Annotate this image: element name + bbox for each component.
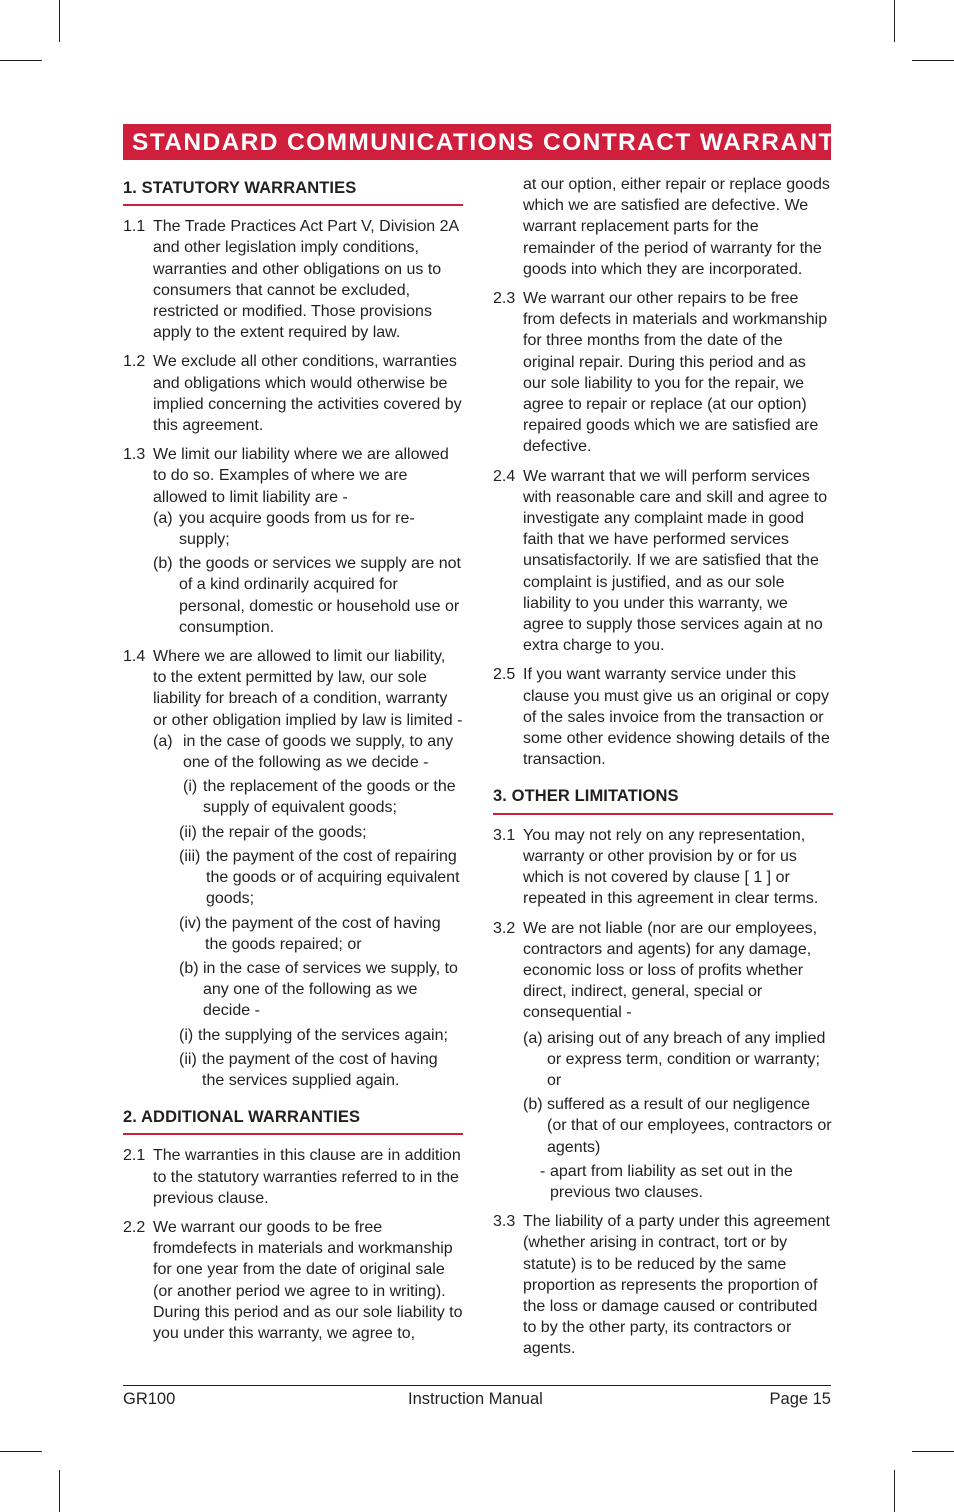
clause-text: The warranties in this clause are in addition to the statutory warranties referred to in the previous clause.: [153, 1147, 461, 1207]
subclause-a: [153, 731, 463, 773]
clause-number: 3.2: [493, 919, 516, 937]
clause-text: We warrant our other repairs to be free from defects in materials and workmanship for three months from the date of the original repair. During this period and as our sole liability to you for the repair, we agree to repair or replace (at our option) repaired goods which we are satisfied are defective.: [523, 290, 828, 456]
subclause-mark: (iv): [179, 914, 202, 932]
subclause-b-ii: [179, 1049, 463, 1091]
clause-2-2-continued: at our option, either repair or replace goods which we are satisfied are defective. We warrant replacement parts for the remainder of the period of warranty for the goods into which they are incorporated.: [523, 176, 830, 278]
clause-number: 3.3: [493, 1213, 516, 1231]
page-title: STANDARD COMMUNICATIONS CONTRACT WARRANTY: [132, 129, 853, 156]
clause-1-1: [123, 216, 463, 343]
subclause-mark: (b): [179, 959, 199, 977]
clause-3-2: [493, 918, 833, 1204]
subclause-mark: (b): [523, 1096, 543, 1114]
clause-2-2: [123, 1217, 463, 1344]
footer-model: GR100: [123, 1390, 176, 1408]
clause-number: 2.5: [493, 666, 516, 684]
subclause-mark: (a): [523, 1029, 543, 1047]
clause-text: We are not liable (nor are our employees, contractors and agents) for any damage, economic loss or loss of profits whether direct, indirect, general, special or consequential -: [523, 919, 818, 1022]
clause-text: Where we are allowed to limit our liability, to the extent permitted by law, our sole liability for breach of a condition, warranty or other obligation implied by law is limited -: [153, 648, 463, 729]
subclause-mark: (i): [179, 1026, 194, 1044]
subclause-text: the repair of the goods;: [202, 823, 367, 841]
clause-text: You may not rely on any representation, warranty or other provision by or for us which is not covered by clause [ 1 ] or repeated in this agreement in clear terms.: [523, 826, 819, 908]
subclause-note: [540, 1161, 833, 1203]
crop-mark: [59, 0, 60, 42]
crop-mark: [894, 0, 895, 42]
section-heading-statutory: 1. STATUTORY WARRANTIES: [123, 174, 463, 206]
clause-text: We warrant that we will perform services with reasonable care and skill and agree to investigate any complaint made in good faith that we have performed services unsatisfactorily. If we are satisfied that the complaint is justified, and as our sole liability to you under this warranty, we agree to supply those services again at no extra charge to you.: [523, 467, 828, 655]
subclause-a-iii: [179, 846, 463, 910]
subclause-text: in the case of goods we supply, to any one of the following as we decide -: [183, 732, 454, 772]
left-column: [123, 174, 463, 1352]
subclause-text: apart from liability as set out in the previous two clauses.: [550, 1162, 793, 1201]
title-banner: [123, 124, 853, 160]
subclause-mark: (a): [153, 509, 173, 527]
subclause-b-i: [179, 1025, 463, 1046]
crop-mark: [894, 1470, 895, 1512]
subclause-mark: (i): [183, 778, 198, 796]
subclause-b: [523, 1094, 833, 1158]
clause-number: 2.1: [123, 1147, 146, 1165]
clause-text: The Trade Practices Act Part V, Division 2A and other legislation imply conditions, warranties and other obligations on us to consumers that cannot be excluded, restricted or modified. Those provisions apply to the extent required by law.: [153, 218, 459, 342]
subclause-text: the goods or services we supply are not of a kind ordinarily acquired for personal, domestic or household use or consumption.: [179, 555, 461, 636]
clause-number: 1.4: [123, 648, 146, 666]
subclause-text: arising out of any breach of any implied or express term, condition or warranty; or: [547, 1029, 826, 1089]
clause-text: We limit our liability where we are allowed to do so. Examples of where we are allowed to limit liability are -: [153, 446, 449, 506]
crop-mark: [59, 1470, 60, 1512]
subclause-text: in the case of services we supply, to any one of the following as we decide -: [203, 959, 458, 1020]
clause-2-5: [493, 664, 833, 770]
clause-text: We warrant our goods to be free fromdefects in materials and workmanship for one year from the date of original sale (or another period we agree to in writing). During this period and as our sole liability to you under this warranty, we agree to,: [153, 1218, 463, 1342]
clause-number: 2.3: [493, 290, 516, 308]
clause-3-1: [493, 825, 833, 910]
subclause-mark: -: [540, 1162, 546, 1180]
clause-text: The liability of a party under this agreement (whether arising in contract, tort or by statute) is to be reduced by the same proportion as represents the proportion of the loss or damage caused or contributed to by the other party, its contractors or agents.: [523, 1213, 830, 1358]
clause-number: 2.4: [493, 467, 516, 485]
crop-mark: [0, 1451, 42, 1452]
clause-text: If you want warranty service under this clause you must give us an original or copy of the sales invoice from the transaction or some other evidence showing details of the transaction.: [523, 666, 830, 769]
clause-2-3: [493, 288, 833, 458]
subclause-mark: (b): [153, 555, 173, 573]
clause-number: 1.2: [123, 353, 146, 371]
clause-number: 2.2: [123, 1218, 146, 1236]
subclause-text: the supplying of the services again;: [198, 1026, 448, 1044]
subclause-text: the payment of the cost of having the services supplied again.: [202, 1050, 438, 1089]
footer-divider: [123, 1385, 831, 1386]
footer-page-number: Page 15: [769, 1390, 831, 1408]
subclause-a-i: [183, 776, 463, 818]
subclause-a: [523, 1028, 833, 1092]
clause-2-1: [123, 1145, 463, 1209]
subclause-mark: (ii): [179, 823, 197, 841]
crop-mark: [912, 60, 954, 61]
clause-text: We exclude all other conditions, warranties and obligations which would otherwise be implied concerning the activities covered by this agreement.: [153, 353, 462, 435]
subclause-mark: (iii): [179, 847, 201, 865]
clause-number: 1.1: [123, 218, 146, 236]
section-heading-additional: 2. ADDITIONAL WARRANTIES: [123, 1103, 463, 1135]
subclause-text: the replacement of the goods or the supply of equivalent goods;: [203, 778, 456, 817]
clause-2-4: [493, 466, 833, 657]
subclause-b: [179, 958, 463, 1022]
crop-mark: [0, 60, 42, 61]
subclause-text: suffered as a result of our negligence (or that of our employees, contractors or agents): [547, 1096, 832, 1156]
subclause-text: the payment of the cost of repairing the goods or of acquiring equivalent goods;: [206, 847, 460, 908]
subclause-a-iv: [179, 913, 463, 955]
clause-number: 3.1: [493, 826, 516, 844]
subclause-mark: (a): [153, 732, 173, 750]
clause-1-2: [123, 351, 463, 436]
footer-document-name: Instruction Manual: [408, 1390, 543, 1408]
subclause-text: the payment of the cost of having the goods repaired; or: [205, 914, 441, 953]
clause-3-3: [493, 1211, 833, 1359]
clause-1-4: [123, 646, 463, 1091]
right-column: [493, 174, 833, 1368]
subclause-a-ii: [179, 822, 463, 843]
clause-number: 1.3: [123, 446, 146, 464]
crop-mark: [912, 1451, 954, 1452]
clause-1-3: [123, 444, 463, 638]
subclause-a: [153, 508, 463, 550]
subclause-text: you acquire goods from us for re-supply;: [179, 509, 415, 549]
section-heading-limitations: 3. OTHER LIMITATIONS: [493, 782, 833, 814]
subclause-mark: (ii): [179, 1050, 197, 1068]
subclause-b: [153, 553, 463, 638]
